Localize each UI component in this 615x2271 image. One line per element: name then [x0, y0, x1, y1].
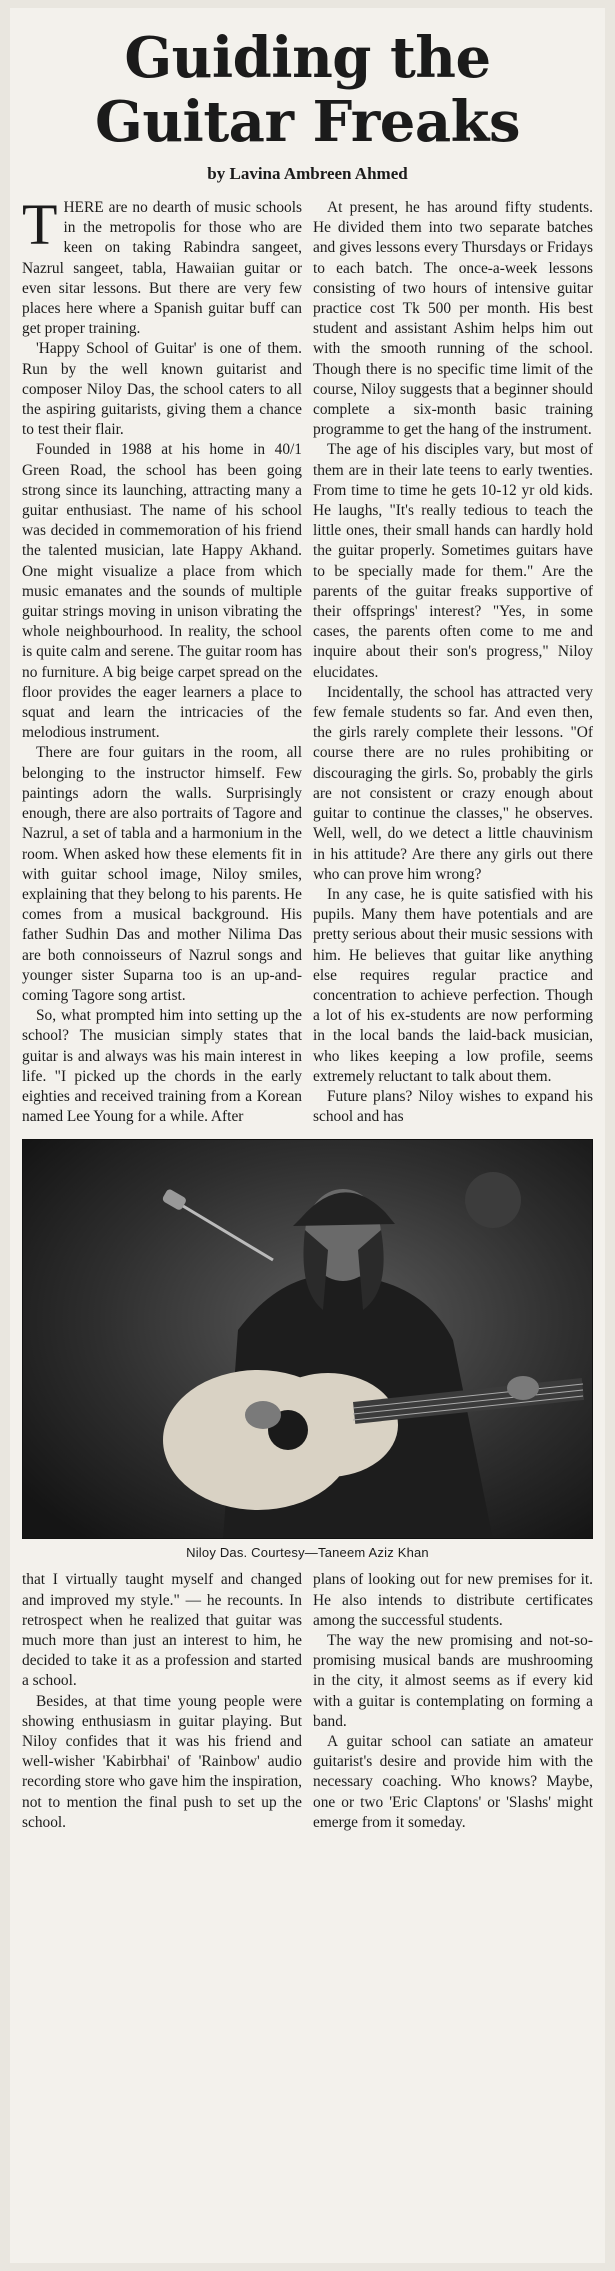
- paragraph: Future plans? Niloy wishes to expand his school and has: [313, 1087, 593, 1126]
- paragraph: There are four guitars in the room, all belonging to the instructor himself. Few paintings adorn the walls. Surprisingly enough, there are also portraits of Tagore and Nazrul, a set of tabla and a harmonium in the room. When asked how these elements fit in with guitar school image, Niloy smiles, explaining that they belong to his parents. He comes from a musical background. His father Sudhin Das and mother Nilima Das are both connoisseurs of Nazrul songs and younger sister Suparna too is an up-and-coming Tagore song artist.: [22, 744, 302, 1004]
- paragraph: [22, 192, 302, 339]
- paragraph: 'Happy School of Guitar' is one of them. Run by the well known guitarist and composer Niloy Das, the school caters to all the aspiring guitarists, giving them a chance to test their flair.: [22, 340, 302, 439]
- guitarist-photo-illustration: [23, 1140, 593, 1539]
- paragraph: Incidentally, the school has attracted very few female students so far. And even then, the girls rarely complete their lessons. "Of course there are no rules prohibiting or discouraging the girls. So, probably the girls are not consistent or crazy enough about guitar to continue the classes," he observes. Well, well, do we detect a little chauvinism in his attitude? Are there any girls out there who can prove him wrong?: [313, 683, 593, 883]
- headline-line-2: Guitar Freaks: [95, 89, 520, 155]
- headline-line-1: Guiding the: [124, 25, 491, 91]
- bottom-right-column: [313, 1570, 593, 1833]
- paragraph: A guitar school can satiate an amateur guitarist's desire and provide him with the necessary coaching. Who knows? Maybe, one or two 'Eric Claptons' or 'Slashs' might emerge from it someday.: [313, 1732, 593, 1831]
- article-columns: [22, 192, 593, 1127]
- paragraph: Founded in 1988 at his home in 40/1 Green Road, the school has been going strong since its launching, attracting many a guitar enthusiast. The name of his school was decided in commemoration of his friend the talented musician, late Happy Akhand. One might visualize a place from which music emanates and the sounds of multiple guitar strings moving in unison vibrating the whole neighbourhood. In reality, the school is quite calm and serene. The guitar room has no furniture. A big beige carpet spread on the floor provides the eager learners a place to squat and learn the intricacies of the melodious instrument.: [22, 441, 302, 742]
- paragraph: Besides, at that time young people were showing enthusiasm in guitar playing. But Niloy confides that it was his friend and well-wisher 'Kabirbhai' of 'Rainbow' audio recording store who gave him the inspiration, not to mention the final push to set up the school.: [22, 1692, 302, 1831]
- paragraph: The way the new promising and not-so-promising musical bands are mushrooming in the city, it almost seems as if every kid with a guitar is contemplating on forming a band.: [313, 1631, 593, 1730]
- paragraph: In any case, he is quite satisfied with his pupils. Many them have potentials and are pretty serious about their music sessions with him. He believes that guitar like anything else requires regular practice and concentration to achieve perfection. Though a lot of his ex-students are now performing in the local bands the laid-back musician, who likes keeping a low profile, seems extremely reluctant to talk about them.: [313, 885, 593, 1085]
- headline: [22, 8, 593, 154]
- photo-caption: Niloy Das. Courtesy—Taneem Aziz Khan: [186, 1545, 429, 1561]
- article-continuation: [22, 1570, 593, 1833]
- left-column: [22, 192, 302, 1127]
- paragraph: plans of looking out for new premises for it. He also intends to distribute certificates among the successful students.: [313, 1571, 593, 1629]
- paragraph: that I virtually taught myself and changed and improved my style." — he recounts. In retrospect when he realized that guitar was much more than just an interest to him, he decided to take it as a profession and started a school.: [22, 1571, 302, 1690]
- bottom-left-column: [22, 1570, 302, 1833]
- guitarist-photo: [22, 1139, 593, 1539]
- paragraph: So, what prompted him into setting up the school? The musician simply states that guitar is and always was his main interest in life. "I picked up the chords in the early eighties and received training from a Korean named Lee Young for a while. After: [22, 1007, 302, 1126]
- right-column: [313, 198, 593, 1127]
- byline: by Lavina Ambreen Ahmed: [207, 164, 408, 183]
- paragraph: The age of his disciples vary, but most of them are in their late teens to early twenties. From time to time he gets 10-12 yr old kids. He laughs, "It's really tedious to teach the little ones, their small hands can hardly hold the guitar properly. Sometimes guitars have to be specially made for them." Are the parents of the guitar freaks supportive of their offsprings' interest? "Yes, in some cases, the parents often come to me and inquire about their son's progress," Niloy elucidates.: [313, 441, 593, 681]
- drop-cap: T: [22, 192, 58, 257]
- paragraph-text: HERE are no dearth of music schools in the metropolis for those who are keen on taking Rabindra sangeet, Nazrul sangeet, tabla, Hawaiian guitar or even sitar lessons. But there are very few places here where a Spanish guitar buff can get proper training.: [22, 199, 302, 338]
- paragraph: At present, he has around fifty students. He divided them into two separate batches and gives lessons every Thursdays or Fridays to each batch. The once-a-week lessons consisting of two hours of intensive guitar practice cost Tk 500 per month. His best student and assistant Ashim helps him out with the smooth running of the school. Though there is no specific time limit of the course, Niloy suggests that a beginner should complete a six-month basic training programme to get the hang of the instrument.: [313, 199, 593, 439]
- newspaper-clipping: [10, 8, 605, 2263]
